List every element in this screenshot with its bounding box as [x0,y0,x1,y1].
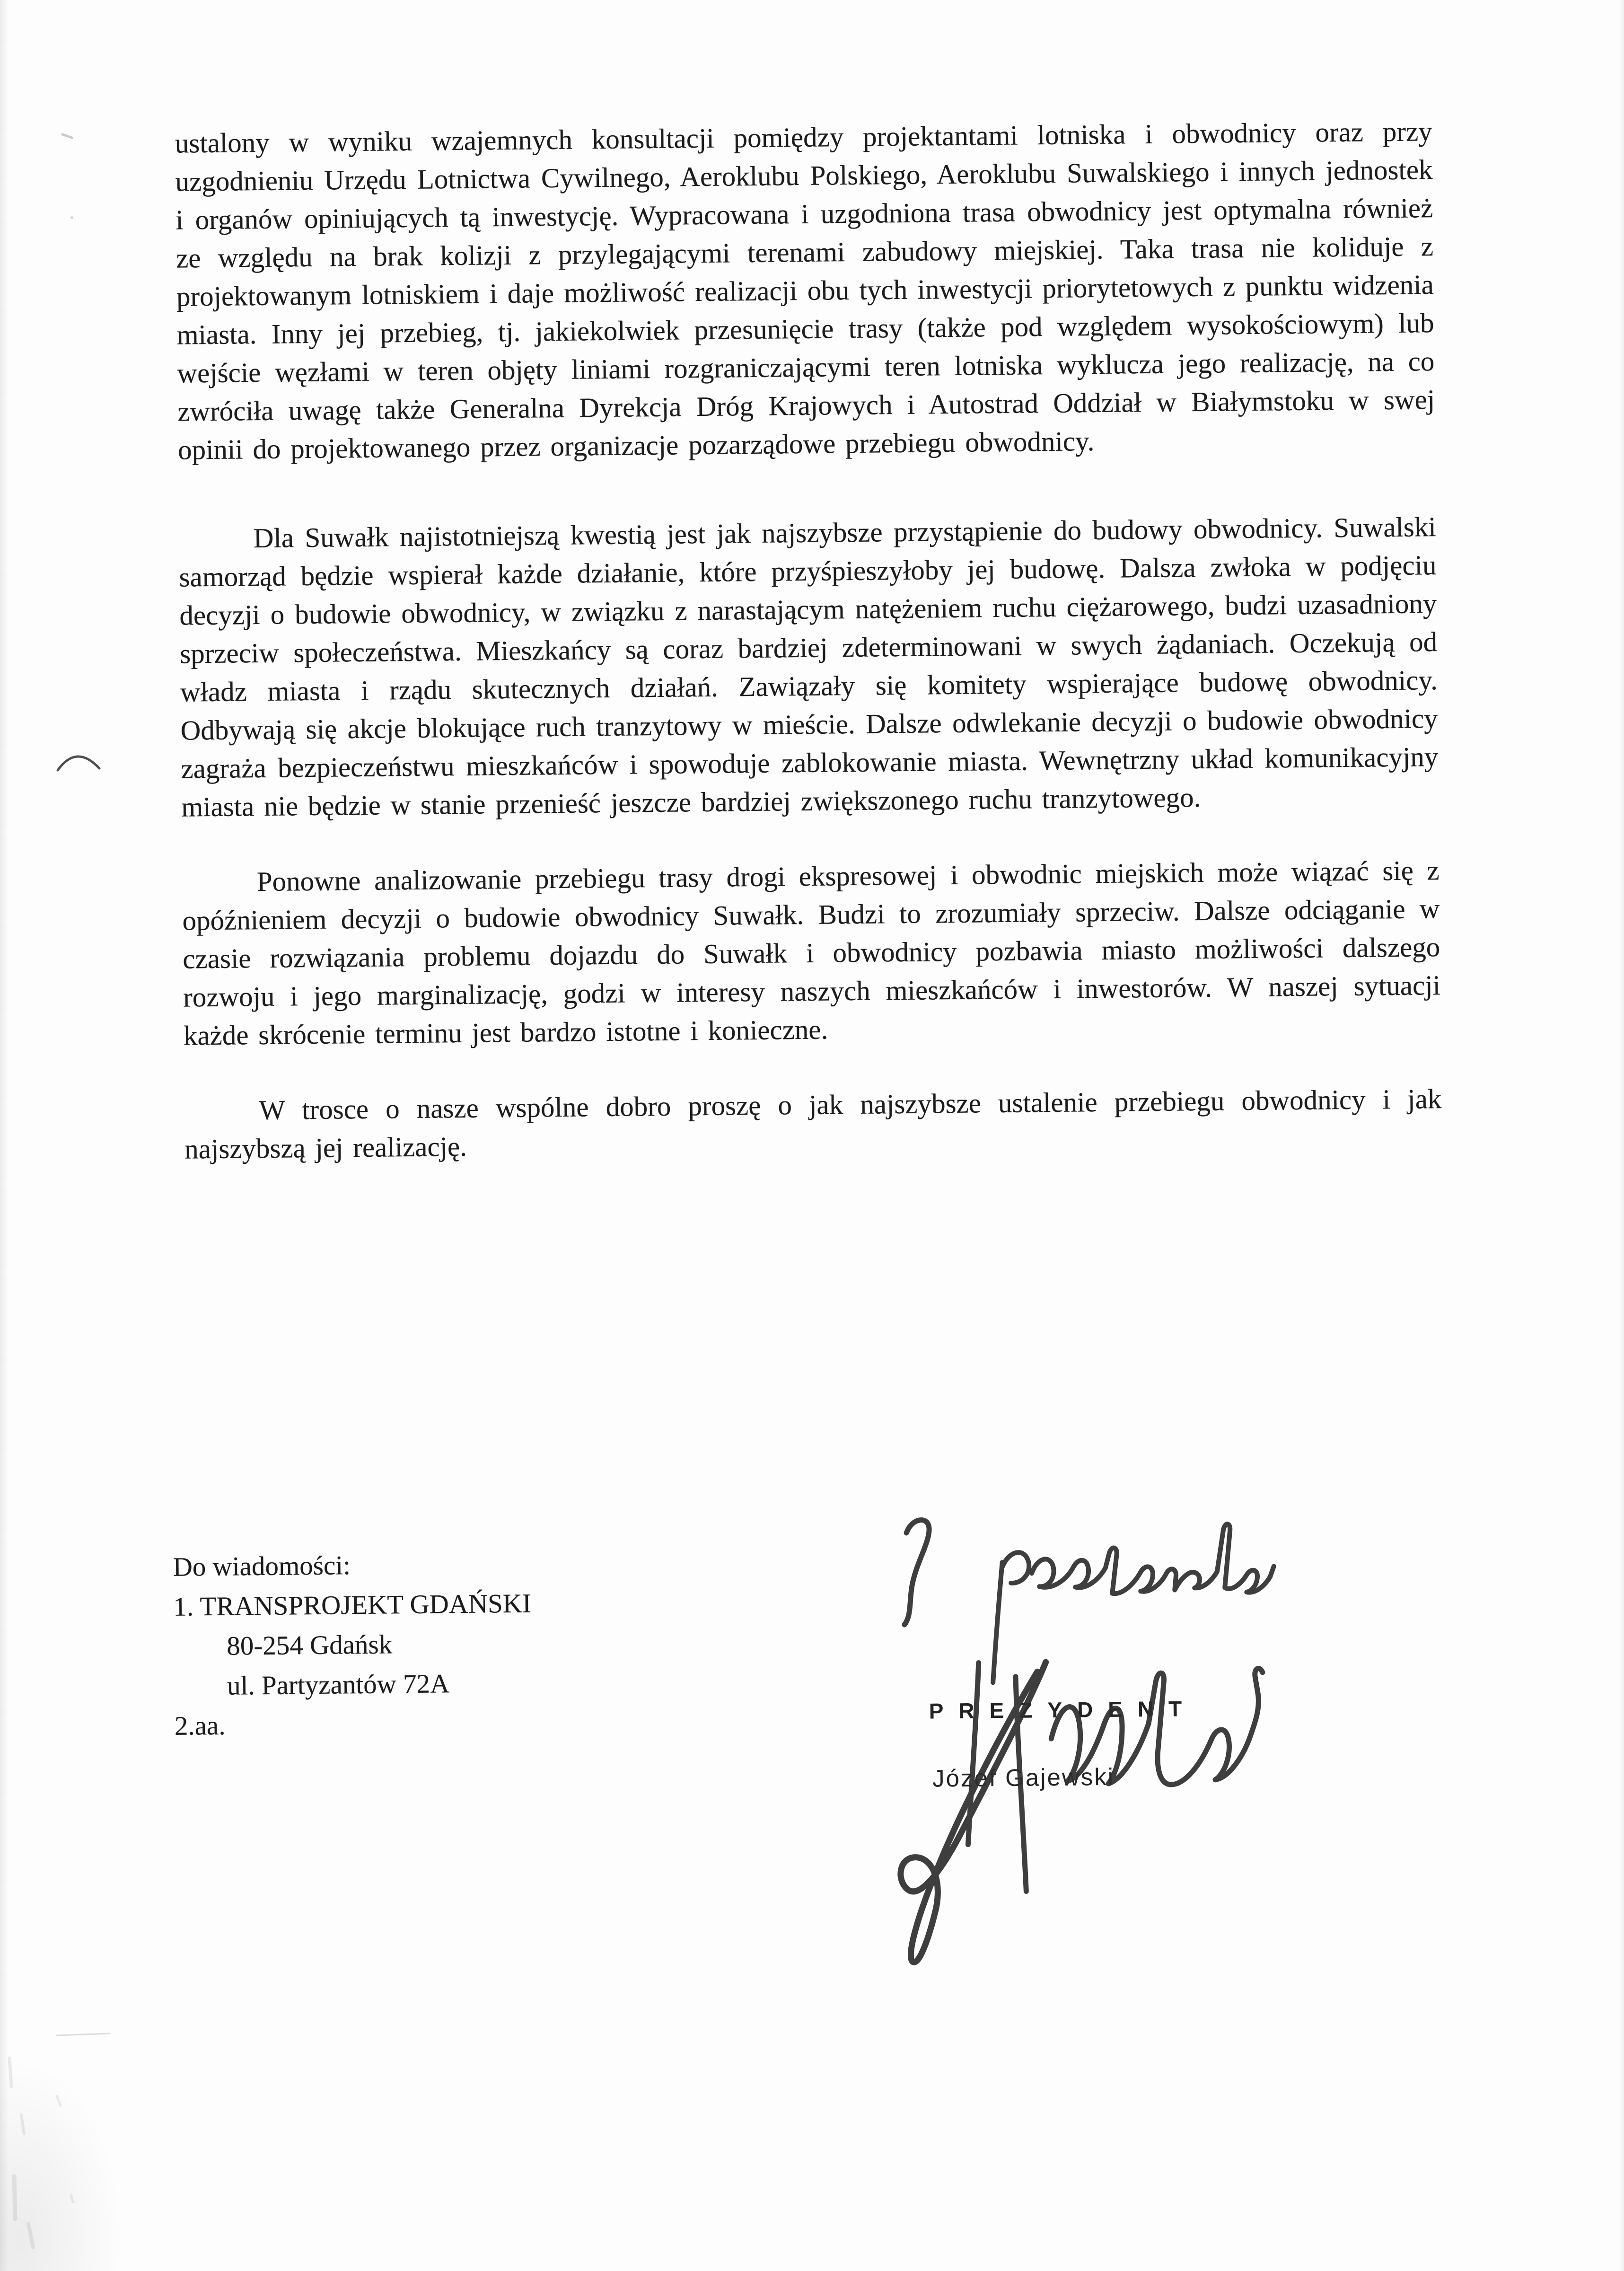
cc-item-aa: 2.aa. [174,1710,226,1741]
cc-block [173,1544,532,1746]
right-edge-shading [1618,0,1624,2271]
signer-title: PREZYDENT [929,1696,1197,1724]
signature-graphic [899,1660,1265,1963]
signer-name: Józef Gajewski [932,1763,1115,1792]
closing-handwriting-graphic [904,1516,1275,1683]
cc-item-street: ul. Partyzantów 72A [227,1669,450,1701]
corner-smudge [0,2058,123,2271]
cc-label: Do wiadomości: [173,1550,351,1582]
paragraph-4: W trosce o nasze wspólne dobro proszę o jak najszybsze ustalenie przebiegu obwodnicy i jak najszybszą jej realizację. [184,1083,1442,1165]
left-edge-shading [0,0,9,2271]
paragraph-2: Dla Suwałk najistotniejszą kwestią jest jak najszybsze przystąpienie do budowy obwodnicy. Suwalski samorząd będzie wspierał każde działanie, które przyśpieszyłoby jej budowę. Dalsza zwłoka w podjęciu decyzji o budowie obwodnicy, w związku z narastającym natężeniem ruchu ciężarowego, budzi uzasadniony sprzeciw społeczeństwa. Mieszkańcy są coraz bardziej zdeterminowani w swych żądaniach. Oczekują od władz miasta i rządu skutecznych działań. Zawiązały się komitety wspierające budowę obwodnicy. Odbywają się akcje blokujące ruch tranzytowy w mieście. Dalsze odwlekanie decyzji o budowie obwodnicy zagraża bezpieczeństwu mieszkańców i spowoduje zablokowanie miasta. Wewnętrzny układ komunikacyjny miasta nie będzie w stanie przenieść jeszcze bardziej zwiększonego ruchu tranzytowego. [179,511,1439,823]
letter-body [175,112,1442,1168]
handwriting-layer [845,1471,1324,2044]
cc-item-company: 1. TRANSPROJEKT GDAŃSKI [173,1588,532,1622]
cc-item-postal: 80-254 Gdańsk [227,1629,393,1661]
paragraph-1: ustalony w wyniku wzajemnych konsultacji pomiędzy projektantami lotniska i obwodnicy oraz przy uzgodnieniu Urzędu Lotnictwa Cywilnego, Aeroklubu Polskiego, Aeroklubu Suwalskiego i innych jednostek i organów opiniujących tą inwestycję. Wypracowana i uzgodniona trasa obwodnicy jest optymalna również ze względu na brak kolizji z przylegającymi terenami zabudowy miejskiej. Taka trasa nie koliduje z projektowanym lotniskiem i daje możliwość realizacji obu tych inwestycji priorytetowych z punktu widzenia miasta. Inny jej przebieg, tj. jakiekolwiek przesunięcie trasy (także pod względem wysokościowym) lub wejście węzłami w teren objęty liniami rozgraniczającymi teren lotniska wyklucza jego realizację, na co zwróciła uwagę także Generalna Dyrekcja Dróg Krajowych i Autostrad Oddział w Białymstoku w swej opinii do projektowanego przez organizacje pozarządowe przebiegu obwodnicy. [175,115,1435,466]
paragraph-3: Ponowne analizowanie przebiegu trasy drogi ekspresowej i obwodnic miejskich może wiązać się z opóźnieniem decyzji o budowie obwodnicy Suwałk. Budzi to zrozumiały sprzeciw. Dalsze odciąganie w czasie rozwiązania problemu dojazdu do Suwałk i obwodnicy pozbawia miasto możliwości dalszego rozwoju i jego marginalizację, godzi w interesy naszych mieszkańców i inwestorów. W naszej sytuacji każde skrócenie terminu jest bardzo istotne i konieczne. [182,854,1441,1051]
